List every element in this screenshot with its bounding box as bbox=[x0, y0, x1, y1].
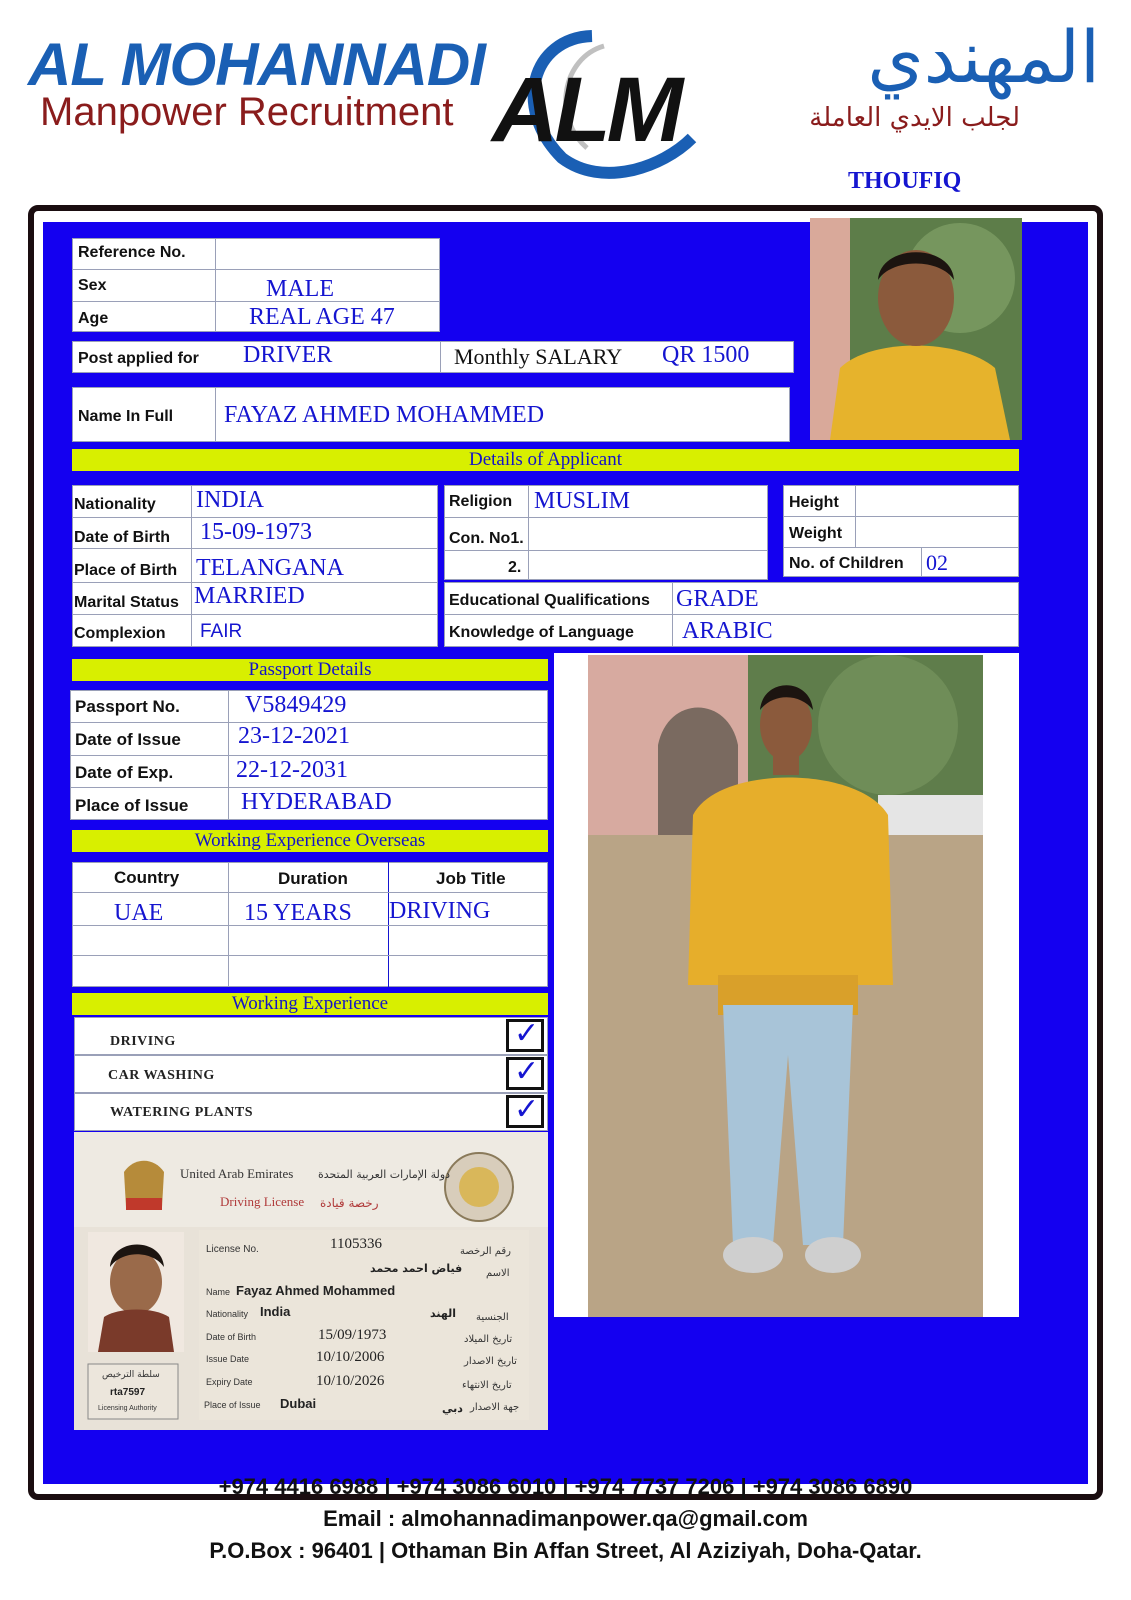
license-title-en: Driving License bbox=[220, 1194, 305, 1209]
license-expiry-value: 10/10/2026 bbox=[316, 1373, 385, 1389]
experience-item: CAR WASHING bbox=[108, 1068, 215, 1083]
license-authority-code: rta7597 bbox=[110, 1387, 146, 1398]
license-no-ar: رقم الرخصة bbox=[460, 1246, 512, 1257]
passport-place-label: Place of Issue bbox=[75, 796, 189, 815]
ph-col2 bbox=[921, 547, 922, 577]
sex-label: Sex bbox=[78, 277, 107, 294]
pp-r3 bbox=[70, 787, 548, 788]
alm-logo bbox=[492, 18, 722, 183]
dob-value: 15-09-1973 bbox=[200, 519, 312, 545]
license-authority-ar: سلطة الترخيص bbox=[102, 1370, 160, 1380]
religion-label: Religion bbox=[449, 493, 513, 510]
agent-name: THOUFIQ bbox=[848, 168, 962, 194]
col-country: Country bbox=[114, 868, 180, 887]
passport-place-value: HYDERABAD bbox=[241, 789, 392, 815]
language-label: Knowledge of Language bbox=[449, 624, 634, 641]
footer-email: Email : almohannadimanpower.qa@gmail.com bbox=[323, 1506, 808, 1531]
salary-label: Monthly SALARY bbox=[454, 344, 623, 369]
brand-name: AL MOHANNADI bbox=[28, 31, 485, 98]
license-name-value: Fayaz Ahmed Mohammed bbox=[236, 1283, 396, 1298]
license-place-label: Place of Issue bbox=[204, 1400, 261, 1410]
nationality-value: INDIA bbox=[196, 487, 264, 513]
name-value: FAYAZ AHMED MOHAMMED bbox=[224, 402, 545, 428]
al-r1 bbox=[72, 517, 438, 518]
experience-item: WATERING PLANTS bbox=[110, 1105, 253, 1120]
col-duration: Duration bbox=[278, 869, 348, 888]
post-divider bbox=[440, 341, 441, 373]
ov-r1 bbox=[72, 892, 548, 893]
license-issue-ar: تاريخ الاصدار bbox=[464, 1356, 517, 1367]
weight-label: Weight bbox=[789, 525, 843, 542]
license-dob-label: Date of Birth bbox=[206, 1332, 257, 1342]
al-r4 bbox=[72, 614, 438, 615]
passport-exp-label: Date of Exp. bbox=[75, 763, 174, 782]
passport-no-label: Passport No. bbox=[75, 697, 180, 716]
full-length-photo bbox=[588, 655, 983, 1317]
nationality-label: Nationality bbox=[74, 496, 156, 513]
license-no-label: License No. bbox=[206, 1244, 259, 1255]
pob-value: TELANGANA bbox=[196, 555, 344, 581]
license-country-ar: دولة الإمارات العربية المتحدة bbox=[318, 1168, 451, 1181]
dob-label: Date of Birth bbox=[74, 529, 170, 546]
brand-logo-en bbox=[28, 30, 488, 140]
col-job-title: Job Title bbox=[436, 869, 506, 888]
sex-value: MALE bbox=[266, 276, 334, 302]
license-authority-en: Licensing Authority bbox=[98, 1405, 157, 1412]
rel-col bbox=[528, 485, 529, 580]
checkbox-checked[interactable] bbox=[506, 1016, 544, 1052]
children-value: 02 bbox=[926, 550, 948, 575]
checkmark-icon: ✓ bbox=[514, 1092, 540, 1127]
ov-r3 bbox=[72, 955, 548, 956]
footer-phones: +974 4416 6988 | +974 3086 6010 | +974 7737 7206 | +974 3086 6890 bbox=[218, 1474, 913, 1499]
license-title-ar: رخصة قيادة bbox=[320, 1196, 379, 1210]
applicant-section-title: Details of Applicant bbox=[72, 449, 1019, 471]
logo-text: ALM bbox=[492, 59, 680, 161]
license-nat-ar-value: الهند bbox=[430, 1307, 457, 1320]
checkbox-checked[interactable] bbox=[506, 1092, 544, 1128]
checkmark-icon: ✓ bbox=[514, 1016, 540, 1051]
edu-r1 bbox=[444, 614, 1019, 615]
overseas-country: UAE bbox=[114, 900, 164, 926]
portrait-photo bbox=[810, 218, 1022, 440]
footer-address: P.O.Box : 96401 | Othaman Bin Affan Street, Al Aziziyah, Doha-Qatar. bbox=[209, 1538, 922, 1563]
license-place-value: Dubai bbox=[280, 1396, 317, 1411]
license-dob-value: 15/09/1973 bbox=[318, 1327, 387, 1343]
complexion-label: Complexion bbox=[74, 625, 166, 642]
overseas-duration: 15 YEARS bbox=[244, 900, 352, 926]
salary-value: QR 1500 bbox=[662, 342, 750, 368]
license-country-en: United Arab Emirates bbox=[180, 1166, 294, 1181]
name-divider bbox=[215, 387, 216, 442]
overseas-job: DRIVING bbox=[389, 898, 491, 924]
post-value: DRIVER bbox=[243, 342, 333, 368]
rel-r1 bbox=[444, 517, 768, 518]
experience-item: DRIVING bbox=[110, 1034, 176, 1049]
ph-r2 bbox=[783, 547, 1019, 548]
license-place-ar-value: دبي bbox=[442, 1402, 463, 1415]
passport-issue-label: Date of Issue bbox=[75, 730, 181, 749]
passport-exp-value: 22-12-2031 bbox=[236, 757, 348, 783]
height-label: Height bbox=[789, 494, 839, 511]
checkbox-checked[interactable] bbox=[506, 1054, 544, 1090]
license-issue-value: 10/10/2006 bbox=[316, 1349, 385, 1365]
reference-label: Reference No. bbox=[78, 244, 186, 261]
ref-col-divider bbox=[215, 238, 216, 332]
brand-subtitle: Manpower Recruitment bbox=[40, 90, 454, 134]
license-name-ar-value: فياض احمد محمد bbox=[370, 1262, 463, 1275]
license-expiry-ar: تاريخ الانتهاء bbox=[462, 1380, 512, 1391]
religion-value: MUSLIM bbox=[534, 488, 631, 514]
brand-subtitle-ar: لجلب الايدي العاملة bbox=[809, 103, 1020, 133]
contact1-label: Con. No1. bbox=[449, 530, 524, 547]
ref-row-divider-1 bbox=[72, 269, 440, 270]
license-nat-value: India bbox=[260, 1304, 291, 1319]
post-label: Post applied for bbox=[78, 350, 199, 367]
overseas-section-title: Working Experience Overseas bbox=[72, 830, 548, 852]
passport-section-title: Passport Details bbox=[72, 659, 548, 681]
brand-logo-ar bbox=[730, 15, 1100, 145]
passport-no-value: V5849429 bbox=[245, 692, 347, 718]
license-issue-label: Issue Date bbox=[206, 1354, 250, 1364]
age-value: REAL AGE 47 bbox=[249, 304, 395, 330]
pob-label: Place of Birth bbox=[74, 562, 178, 579]
pp-r2 bbox=[70, 755, 548, 756]
marital-label: Marital Status bbox=[74, 594, 179, 611]
marital-value: MARRIED bbox=[194, 583, 305, 609]
children-label: No. of Children bbox=[789, 555, 904, 572]
driving-license-image bbox=[74, 1132, 548, 1430]
license-dob-ar: تاريخ الميلاد bbox=[464, 1334, 513, 1345]
passport-issue-value: 23-12-2021 bbox=[238, 723, 350, 749]
license-no-value: 1105336 bbox=[330, 1236, 382, 1252]
license-name-ar-label: الاسم bbox=[486, 1268, 510, 1279]
complexion-value: FAIR bbox=[200, 621, 243, 642]
contact2-label: 2. bbox=[508, 559, 522, 576]
al-col bbox=[191, 485, 192, 647]
rel-r2 bbox=[444, 550, 768, 551]
al-r2 bbox=[72, 548, 438, 549]
license-nat-label: Nationality bbox=[206, 1309, 249, 1319]
license-nat-ar-label: الجنسية bbox=[476, 1312, 509, 1323]
education-label: Educational Qualifications bbox=[449, 592, 650, 609]
license-expiry-label: Expiry Date bbox=[206, 1377, 253, 1387]
name-label: Name In Full bbox=[78, 408, 174, 425]
brand-name-ar: المهندي bbox=[867, 15, 1100, 99]
license-name-label: Name bbox=[206, 1287, 231, 1297]
ref-row-divider-2 bbox=[72, 301, 440, 302]
education-value: GRADE bbox=[676, 586, 759, 612]
checkmark-icon: ✓ bbox=[514, 1054, 540, 1089]
age-label: Age bbox=[78, 310, 109, 327]
experience-section-title: Working Experience bbox=[72, 993, 548, 1015]
language-value: ARABIC bbox=[682, 618, 773, 644]
license-place-ar-label: جهة الاصدار bbox=[470, 1402, 520, 1413]
ph-r1 bbox=[783, 516, 1019, 517]
